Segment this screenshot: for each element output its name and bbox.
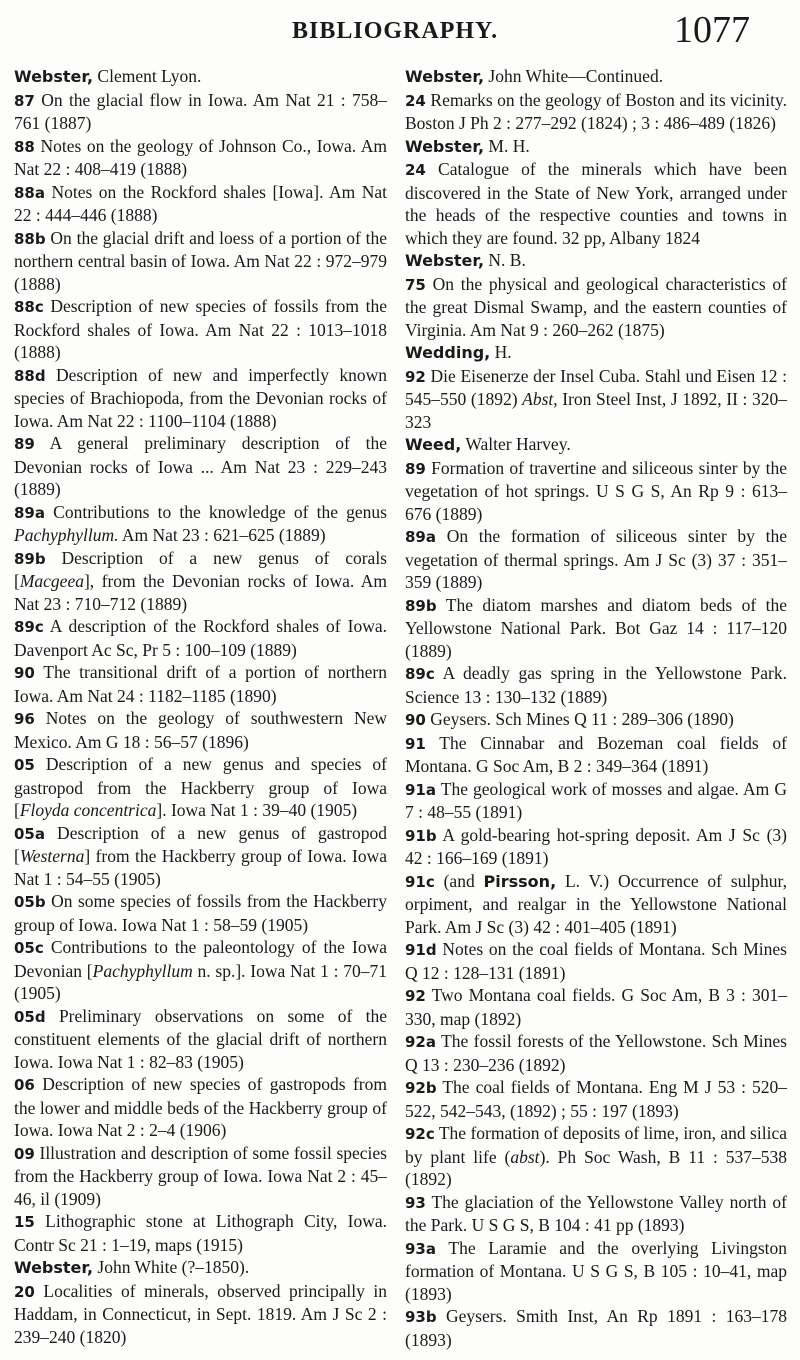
author-name: Webster, bbox=[14, 1258, 94, 1277]
entry-number: 89b bbox=[405, 596, 437, 615]
entry-text: ). Ph Soc Wash, B 11 : 537–538 (1892) bbox=[405, 1146, 788, 1189]
entry-number: 88a bbox=[14, 183, 45, 202]
entry-number: 93a bbox=[405, 1239, 436, 1258]
bibliography-entry bbox=[405, 1076, 787, 1122]
bibliography-entry bbox=[405, 1122, 787, 1191]
author-name: Weed, bbox=[405, 435, 462, 454]
entry-text: L. V.) Occurrence of sulphur, orpiment, and realgar in the Yellowstone National Park. Am J Sc (3) 42 : 401–405 (1891) bbox=[405, 870, 787, 937]
bibliography-entry bbox=[14, 89, 387, 135]
entry-text: A gold-bearing hot-spring deposit. Am J Sc (3) 42 : 166–169 (1891) bbox=[405, 824, 787, 868]
entry-text: Notes on the geology of southwestern New Mexico. Am G 18 : 56–57 (1896) bbox=[14, 708, 387, 752]
entry-text: The diatom marshes and diatom beds of the Yellowstone National Park. Bot Gaz 14 : 117–120 (1889) bbox=[405, 594, 787, 661]
bibliography-entry bbox=[14, 295, 387, 364]
bibliography-entry bbox=[405, 273, 787, 342]
entry-number: 92b bbox=[405, 1079, 437, 1097]
entry-number: 91b bbox=[405, 826, 437, 845]
bibliography-entry bbox=[405, 1237, 787, 1306]
entry-text: On some species of fossils from the Hackberry group of Iowa. Iowa Nat 1 : 58–59 (1905) bbox=[14, 891, 387, 935]
bibliography-entry bbox=[14, 1073, 387, 1142]
bibliography-entry bbox=[405, 778, 787, 824]
bibliography-entry bbox=[14, 364, 387, 433]
entry-number: 05b bbox=[14, 893, 46, 911]
bibliography-entry bbox=[405, 1191, 787, 1237]
entry-number: 93 bbox=[405, 1193, 426, 1212]
entry-number: 88c bbox=[14, 298, 44, 316]
entry-text: Description of a new genus of corals [ bbox=[14, 547, 387, 591]
entry-number: 88 bbox=[14, 137, 35, 156]
entry-text: ], from the Devonian rocks of Iowa. Am Nat 23 : 710–712 (1889) bbox=[14, 571, 387, 614]
entry-text: Description of new species of gastropods from the lower and middle beds of the Hackberry group of Iowa. Iowa Nat 2 : 2–4 (1906) bbox=[14, 1074, 387, 1140]
entry-number: 90 bbox=[405, 711, 426, 729]
entry-text: Preliminary observations on some of the constituent elements of the glacial drift of northern Iowa. Iowa Nat 1 : 82–83 (1905) bbox=[14, 1005, 387, 1072]
entry-text: A deadly gas spring in the Yellowstone Park. Science 13 : 130–132 (1889) bbox=[405, 663, 787, 707]
italic-name: Abst, bbox=[522, 389, 558, 409]
entry-text: The glaciation of the Yellowstone Valley north of the Park. U S G S, B 104 : 41 pp (1893) bbox=[405, 1191, 787, 1235]
bibliography-entry bbox=[14, 227, 387, 296]
author-name: Wedding, bbox=[405, 343, 491, 362]
italic-name: Macgeea bbox=[19, 571, 84, 591]
bibliography-entry bbox=[405, 662, 787, 708]
author-initials: H. bbox=[490, 342, 512, 362]
bibliography-entry bbox=[14, 547, 387, 616]
right-column bbox=[405, 65, 787, 1351]
author-heading bbox=[405, 65, 787, 89]
entry-number: 96 bbox=[14, 710, 35, 728]
entry-number: 05d bbox=[14, 1007, 46, 1026]
entry-number: 06 bbox=[14, 1076, 35, 1094]
entry-text: Am Nat 23 : 621–625 (1889) bbox=[118, 525, 326, 545]
left-column bbox=[14, 65, 387, 1348]
entry-text: Notes on the coal fields of Montana. Sch Mines Q 12 : 128–131 (1891) bbox=[405, 939, 787, 983]
entry-text: The transitional drift of a portion of northern Iowa. Am Nat 24 : 1182–1185 (1890) bbox=[14, 662, 387, 706]
entry-text: Notes on the Rockford shales [Iowa]. Am Nat 22 : 444–446 (1888) bbox=[14, 181, 387, 225]
bibliography-entry bbox=[405, 158, 787, 249]
coauthor-name: Pirsson, bbox=[483, 871, 557, 891]
author-heading bbox=[405, 249, 787, 273]
entry-text: Description of a new genus of gastropod [ bbox=[14, 822, 387, 866]
entry-text: (and bbox=[434, 870, 484, 891]
entry-text: Geysers. Sch Mines Q 11 : 289–306 (1890) bbox=[425, 709, 734, 729]
entry-number: 89 bbox=[405, 459, 426, 478]
entry-text: On the physical and geological characteristics of the great Dismal Swamp, and the eastern counties of Virginia. Am Nat 9 : 260–262 (1875) bbox=[405, 273, 787, 340]
entry-text: The formation of deposits of lime, iron, and silica by plant life ( bbox=[405, 1123, 787, 1167]
entry-text: The coal fields of Montana. Eng M J 53 : 520–522, 542–543, (1892) ; 55 : 197 (1893) bbox=[405, 1077, 787, 1121]
bibliography-entry bbox=[14, 890, 387, 936]
bibliography-entry bbox=[14, 822, 387, 891]
bibliography-entry bbox=[405, 984, 787, 1030]
italic-name: abst bbox=[510, 1146, 540, 1167]
entry-number: 05c bbox=[14, 939, 44, 957]
bibliography-entry bbox=[14, 1142, 387, 1211]
entry-text: A description of the Rockford shales of Iowa. Davenport Ac Sc, Pr 5 : 100–109 (1889) bbox=[14, 616, 387, 660]
bibliography-entry bbox=[405, 525, 787, 594]
entry-text: Illustration and description of some fossil species from the Hackberry group of Iowa. Iowa Nat 2 : 45–46, il (1909) bbox=[14, 1142, 387, 1209]
bibliography-entry bbox=[405, 824, 787, 870]
entry-text: Two Montana coal fields. G Soc Am, B 3 : 301–330, map (1892) bbox=[405, 985, 787, 1029]
entry-number: 05a bbox=[14, 824, 45, 843]
entry-text: On the glacial flow in Iowa. Am Nat 21 : 758–761 (1887) bbox=[14, 89, 387, 133]
entry-number: 24 bbox=[405, 91, 426, 110]
entry-number: 05 bbox=[14, 756, 35, 774]
author-initials: M. H. bbox=[484, 135, 530, 156]
entry-text: Geysers. Smith Inst, An Rp 1891 : 163–178 (1893) bbox=[405, 1306, 787, 1350]
entry-text: Contributions to the knowledge of the genus bbox=[45, 501, 387, 522]
entry-number: 89b bbox=[14, 549, 46, 568]
italic-name: Pachyphyllum bbox=[92, 960, 193, 981]
italic-name: Floyda concentrica bbox=[19, 800, 157, 820]
entry-number: 90 bbox=[14, 664, 35, 682]
entry-number: 92 bbox=[405, 987, 426, 1005]
entry-number: 89c bbox=[405, 665, 435, 683]
author-name: Webster, bbox=[14, 67, 94, 86]
entry-number: 89c bbox=[14, 618, 44, 636]
bibliography-entry bbox=[14, 432, 387, 501]
author-heading bbox=[405, 341, 787, 365]
bibliography-entry bbox=[14, 661, 387, 707]
author-initials: John White—Continued. bbox=[484, 66, 664, 86]
entry-number: 88b bbox=[14, 229, 46, 248]
entry-number: 91c bbox=[405, 872, 435, 891]
author-heading bbox=[14, 65, 387, 89]
bibliography-entry bbox=[14, 936, 387, 1005]
bibliography-entry bbox=[14, 707, 387, 753]
author-initials: Clement Lyon. bbox=[93, 66, 202, 86]
entry-text: Catalogue of the minerals which have been discovered in the State of New York, arranged under the heads of the respective counties and towns in which they are found. 32 pp, Albany 1824 bbox=[405, 159, 787, 248]
bibliography-entry bbox=[405, 1305, 787, 1351]
bibliography-entry bbox=[405, 1030, 787, 1076]
bibliography-entry bbox=[14, 615, 387, 661]
entry-text: ]. Iowa Nat 1 : 39–40 (1905) bbox=[156, 800, 358, 820]
bibliography-entry bbox=[405, 708, 787, 732]
bibliography-entry bbox=[405, 89, 787, 135]
entry-number: 91a bbox=[405, 780, 436, 799]
author-heading bbox=[405, 433, 787, 457]
italic-name: Pachyphyllum. bbox=[14, 525, 119, 545]
bibliography-entry bbox=[405, 594, 787, 663]
entry-number: 15 bbox=[14, 1213, 35, 1231]
entry-text: Description of a new genus and species of gastropod from the Hackberry group of Iowa [ bbox=[14, 754, 387, 820]
entry-text: Notes on the geology of Johnson Co., Iowa. Am Nat 22 : 408–419 (1888) bbox=[14, 135, 387, 179]
author-name: Webster, bbox=[405, 251, 485, 270]
bibliography-entry bbox=[14, 1005, 387, 1074]
italic-name: Westerna bbox=[19, 846, 85, 866]
bibliography-entry bbox=[405, 938, 787, 984]
author-name: Webster, bbox=[405, 136, 485, 156]
author-heading bbox=[405, 135, 787, 159]
entry-number: 93b bbox=[405, 1308, 437, 1326]
entry-text: Die Eisenerze der Insel Cuba. Stahl und Eisen 12 : 545–550 (1892) bbox=[405, 365, 787, 409]
entry-text: Iron Steel Inst, J 1892, II : 320–323 bbox=[405, 389, 788, 432]
entry-text: The geological work of mosses and algae. Am G 7 : 48–55 (1891) bbox=[405, 778, 787, 822]
entry-number: 89 bbox=[14, 435, 35, 453]
author-heading bbox=[14, 1256, 387, 1280]
entry-text: Remarks on the geology of Boston and its vicinity. Boston J Ph 2 : 277–292 (1824) ; 3 : 486–489 (1826) bbox=[405, 89, 787, 133]
entry-number: 92 bbox=[405, 367, 426, 386]
entry-text: Formation of travertine and siliceous sinter by the vegetation of hot springs. U S G S, An Rp 9 : 613–676 (1889) bbox=[405, 457, 787, 524]
entry-text: A general preliminary description of the Devonian rocks of Iowa ... Am Nat 23 : 229–243 (1889) bbox=[14, 433, 387, 499]
bibliography-entry bbox=[14, 1280, 387, 1349]
bibliography-entry bbox=[405, 732, 787, 778]
entry-number: 89a bbox=[14, 503, 45, 522]
entry-text: The Cinnabar and Bozeman coal fields of Montana. G Soc Am, B 2 : 349–364 (1891) bbox=[405, 732, 787, 776]
entry-number: 91d bbox=[405, 941, 437, 959]
author-initials: N. B. bbox=[484, 250, 526, 270]
page-number: 1077 bbox=[674, 9, 750, 51]
bibliography-entry bbox=[405, 365, 787, 434]
bibliography-entry bbox=[14, 181, 387, 227]
entry-number: 20 bbox=[14, 1282, 35, 1301]
entry-text: Lithographic stone at Lithograph City, Iowa. Contr Sc 21 : 1–19, maps (1915) bbox=[14, 1211, 387, 1255]
page-header bbox=[0, 0, 800, 62]
entry-text: Contributions to the paleontology of the Iowa Devonian [ bbox=[14, 937, 387, 981]
entry-number: 75 bbox=[405, 275, 426, 294]
entry-number: 91 bbox=[405, 734, 426, 753]
bibliography-entry bbox=[405, 457, 787, 526]
entry-number: 87 bbox=[14, 91, 35, 110]
entry-number: 88d bbox=[14, 366, 46, 385]
entry-text: On the formation of siliceous sinter by the vegetation of thermal springs. Am J Sc (3) 37 : 351–359 (1889) bbox=[405, 526, 787, 592]
entry-text: Description of new species of fossils from the Rockford shales of Iowa. Am Nat 22 : 1013–1018 (1888) bbox=[14, 296, 387, 362]
entry-number: 24 bbox=[405, 161, 426, 179]
author-initials: Walter Harvey. bbox=[461, 434, 571, 454]
author-initials: John White (?–1850). bbox=[93, 1257, 250, 1277]
entry-text: ] from the Hackberry group of Iowa. Iowa Nat 1 : 54–55 (1905) bbox=[14, 846, 387, 889]
entry-number: 89a bbox=[405, 528, 436, 546]
entry-text: The Laramie and the overlying Livingston formation of Montana. U S G S, B 105 : 10–41, map (1893) bbox=[405, 1237, 787, 1304]
bibliography-entry bbox=[14, 135, 387, 181]
entry-number: 92a bbox=[405, 1033, 436, 1051]
bibliography-entry bbox=[14, 753, 387, 822]
entry-number: 92c bbox=[405, 1125, 435, 1143]
entry-text: On the glacial drift and loess of a portion of the northern central basin of Iowa. Am Nat 22 : 972–979 (1888) bbox=[14, 227, 387, 294]
entry-text: The fossil forests of the Yellowstone. Sch Mines Q 13 : 230–236 (1892) bbox=[405, 1031, 787, 1075]
entry-text: Localities of minerals, observed principally in Haddam, in Connecticut, in Sept. 1819. Am J Sc 2 : 239–240 (1820) bbox=[14, 1280, 387, 1347]
author-name: Webster, bbox=[405, 67, 485, 86]
entry-text: Description of new and imperfectly known species of Brachiopoda, from the Devonian rocks of Iowa. Am Nat 22 : 1100–1104 (1888) bbox=[14, 364, 387, 431]
bibliography-entry bbox=[14, 1210, 387, 1256]
entry-number: 09 bbox=[14, 1144, 35, 1163]
running-title: BIBLIOGRAPHY. bbox=[292, 18, 499, 44]
bibliography-entry bbox=[405, 870, 787, 939]
bibliography-entry bbox=[14, 501, 387, 547]
entry-text: n. sp.]. Iowa Nat 1 : 70–71 (1905) bbox=[14, 960, 387, 1003]
